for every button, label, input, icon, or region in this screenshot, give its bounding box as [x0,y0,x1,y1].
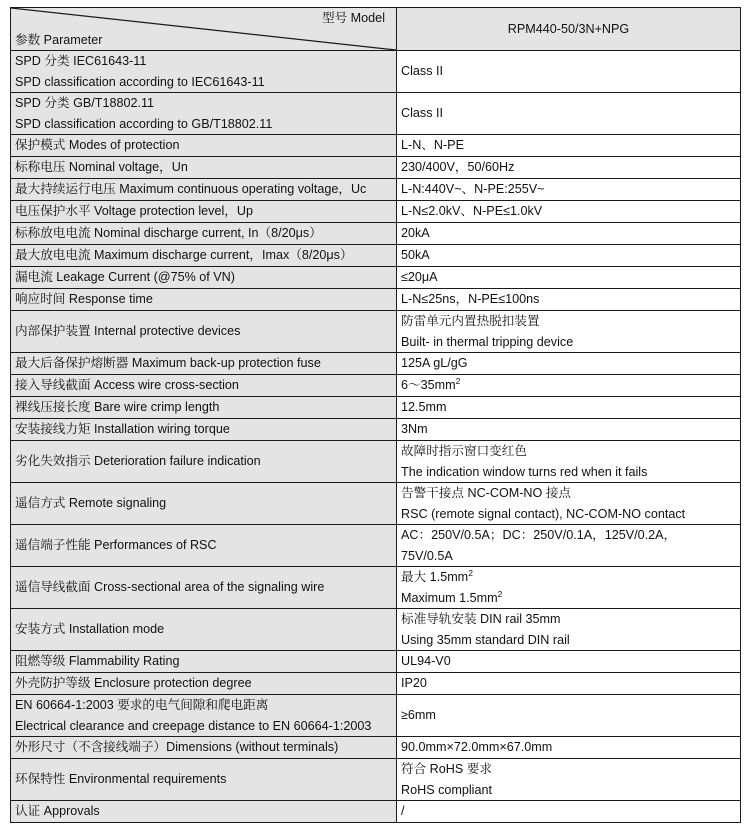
value-cell [397,179,741,201]
parameter-cell [11,179,397,201]
superscript: 2 [455,376,461,387]
table-row [11,289,741,311]
table-row [11,673,741,695]
superscript: 2 [468,568,473,578]
table-row [11,375,741,397]
value-text: RoHS compliant [401,782,492,797]
value-cell [397,51,741,93]
parameter-cell [11,245,397,267]
parameter-text: 最大放电电流 Maximum discharge current，Imax（8/20μs） [15,248,353,263]
value-text: Class II [401,64,443,79]
parameter-text: 外壳防护等级 Enclosure protection degree [15,676,252,691]
value-text: 最大 $1.5mm^2$ [401,568,473,584]
value-cell [397,245,741,267]
table-row [11,567,741,609]
table-row [11,201,741,223]
value-text: L-N≤25ns，N-PE≤100ns [401,292,540,307]
parameter-text: 响应时间 Response time [15,292,153,307]
value-text: 符合 RoHS 要求 [401,762,492,776]
value-cell [397,801,741,823]
parameter-text: SPD 分类 GB/T18802.11 [15,96,155,110]
parameter-text: EN 60664-1:2003 要求的电气间隙和爬电距离 [15,698,269,712]
value-text: AC：250V/0.5A；DC：250V/0.1A，125V/0.2A， [401,528,677,542]
table-row [11,267,741,289]
value-text: 防雷单元内置热脱扣装置 [401,314,540,328]
parameter-cell [11,525,397,567]
value-text: 50kA [401,248,430,263]
parameter-text: 遥信端子性能 Performances of RSC [15,538,217,553]
value-cell [397,483,741,525]
parameter-text: 遥信导线截面 Cross-sectional area of the signaling wire [15,580,325,595]
value-text: L-N:440V~、N-PE:255V~ [401,182,545,197]
parameter-text: 环保特性 Environmental requirements [15,772,227,787]
value-text: L-N≤2.0kV、N-PE≤1.0kV [401,204,543,219]
parameter-text: 遥信方式 Remote signaling [15,496,167,511]
parameter-text: SPD classification according to IEC61643-11 [15,74,265,89]
parameter-cell [11,759,397,801]
value-cell [397,353,741,375]
value-cell [397,695,741,737]
value-text: The indication window turns red when it fails [401,464,648,479]
table-row [11,525,741,567]
table-row [11,759,741,801]
parameter-text: 内部保护装置 Internal protective devices [15,324,241,339]
spec-rows [11,51,741,823]
value-text: 3Nm [401,422,428,437]
specification-table [10,7,741,823]
value-cell [397,397,741,419]
parameter-text: 安装接线力矩 Installation wiring torque [15,422,230,437]
table-row [11,651,741,673]
value-text: $6\sim 35mm^2$ [401,376,461,393]
parameter-cell [11,673,397,695]
table-row [11,245,741,267]
parameter-text: SPD 分类 IEC61643-11 [15,54,147,68]
parameter-cell [11,567,397,609]
value-text: 故障时指示窗口变红色 [401,444,527,458]
value-text: Built- in thermal tripping device [401,334,574,349]
table-row [11,223,741,245]
table-row [11,157,741,179]
parameter-text: 外形尺寸（不含接线端子）Dimensions (without terminals) [15,740,339,755]
table-row [11,801,741,823]
value-text: 90.0mm×72.0mm×67.0mm [401,740,553,755]
parameter-text: Electrical clearance and creepage distance to EN 60664-1:2003 [15,718,372,733]
parameter-text: SPD classification according to GB/T18802.11 [15,116,273,131]
parameter-text: 漏电流 Leakage Current (@75% of VN) [15,270,235,285]
value-cell [397,525,741,567]
superscript: 2 [497,588,503,599]
parameter-cell [11,801,397,823]
table-row [11,609,741,651]
value-text: Using 35mm standard DIN rail [401,632,570,647]
table-row [11,51,741,93]
value-text: 12.5mm [401,400,447,415]
value-text: ≤20μA [401,270,438,285]
table-row [11,737,741,759]
value-text: IP20 [401,676,427,691]
table-row [11,695,741,737]
value-cell [397,93,741,135]
table-row [11,135,741,157]
value-cell [397,289,741,311]
value-text: Maximum $1.5mm^2$ [401,588,503,605]
value-cell [397,135,741,157]
value-text: 告警干接点 NC-COM-NO 接点 [401,486,572,500]
parameter-cell [11,483,397,525]
table-row [11,93,741,135]
parameter-text: 安装方式 Installation mode [15,622,165,637]
parameter-text: 劣化失效指示 Deterioration failure indication [15,454,261,469]
table-header-row [11,8,741,51]
value-text: 75V/0.5A [401,548,453,563]
parameter-text: 标称放电电流 Nominal discharge current, In（8/20μs） [15,226,322,241]
value-cell [397,673,741,695]
value-cell [397,419,741,441]
parameter-cell [11,609,397,651]
parameter-cell [11,51,397,93]
parameter-cell [11,223,397,245]
parameter-cell [11,695,397,737]
parameter-cell [11,201,397,223]
table-row [11,353,741,375]
table-row [11,397,741,419]
value-text: 125A gL/gG [401,356,468,371]
value-text: 230/400V，50/60Hz [401,160,515,175]
parameter-cell [11,93,397,135]
model-column-label: 型号 Model [322,11,385,25]
parameter-text: 接入导线截面 Access wire cross-section [15,378,239,393]
parameter-cell [11,441,397,483]
parameter-cell [11,135,397,157]
value-text: ≥6mm [401,708,436,723]
value-text: 标准导轨安装 DIN rail 35mm [401,612,561,626]
parameter-text: 标称电压 Nominal voltage，Un [15,160,188,175]
parameter-text: 最大后备保护熔断器 Maximum back-up protection fuse [15,356,321,371]
value-cell [397,157,741,179]
value-text: Class II [401,106,443,121]
value-text: UL94-V0 [401,654,451,669]
value-cell [397,441,741,483]
value-cell [397,223,741,245]
value-text: RSC (remote signal contact), NC-COM-NO contact [401,506,686,521]
parameter-cell [11,353,397,375]
value-cell [397,201,741,223]
value-cell [397,375,741,397]
model-value: RPM440-50/3N+NPG [397,8,741,51]
parameter-column-label: 参数 Parameter [15,33,103,47]
parameter-cell [11,311,397,353]
parameter-text: 电压保护水平 Voltage protection level，Up [15,204,253,219]
value-text: 20kA [401,226,430,241]
value-cell [397,267,741,289]
value-text: / [401,804,405,819]
diagonal-header-cell [11,8,397,51]
value-text: L-N、N-PE [401,138,464,153]
parameter-text: 最大持续运行电压 Maximum continuous operating voltage，Uc [15,182,367,197]
table-row [11,441,741,483]
parameter-cell [11,267,397,289]
parameter-cell [11,737,397,759]
value-cell [397,609,741,651]
table-row [11,311,741,353]
parameter-cell [11,157,397,179]
table-row [11,483,741,525]
value-cell [397,737,741,759]
table-row [11,419,741,441]
parameter-cell [11,375,397,397]
value-cell [397,759,741,801]
parameter-text: 保护模式 Modes of protection [15,138,180,153]
parameter-cell [11,289,397,311]
parameter-text: 裸线压接长度 Bare wire crimp length [15,400,220,415]
table-row [11,179,741,201]
parameter-cell [11,651,397,673]
parameter-text: 阻燃等级 Flammability Rating [15,654,180,669]
value-cell [397,311,741,353]
parameter-text: 认证 Approvals [15,804,100,819]
parameter-cell [11,419,397,441]
value-cell [397,567,741,609]
parameter-cell [11,397,397,419]
value-cell [397,651,741,673]
